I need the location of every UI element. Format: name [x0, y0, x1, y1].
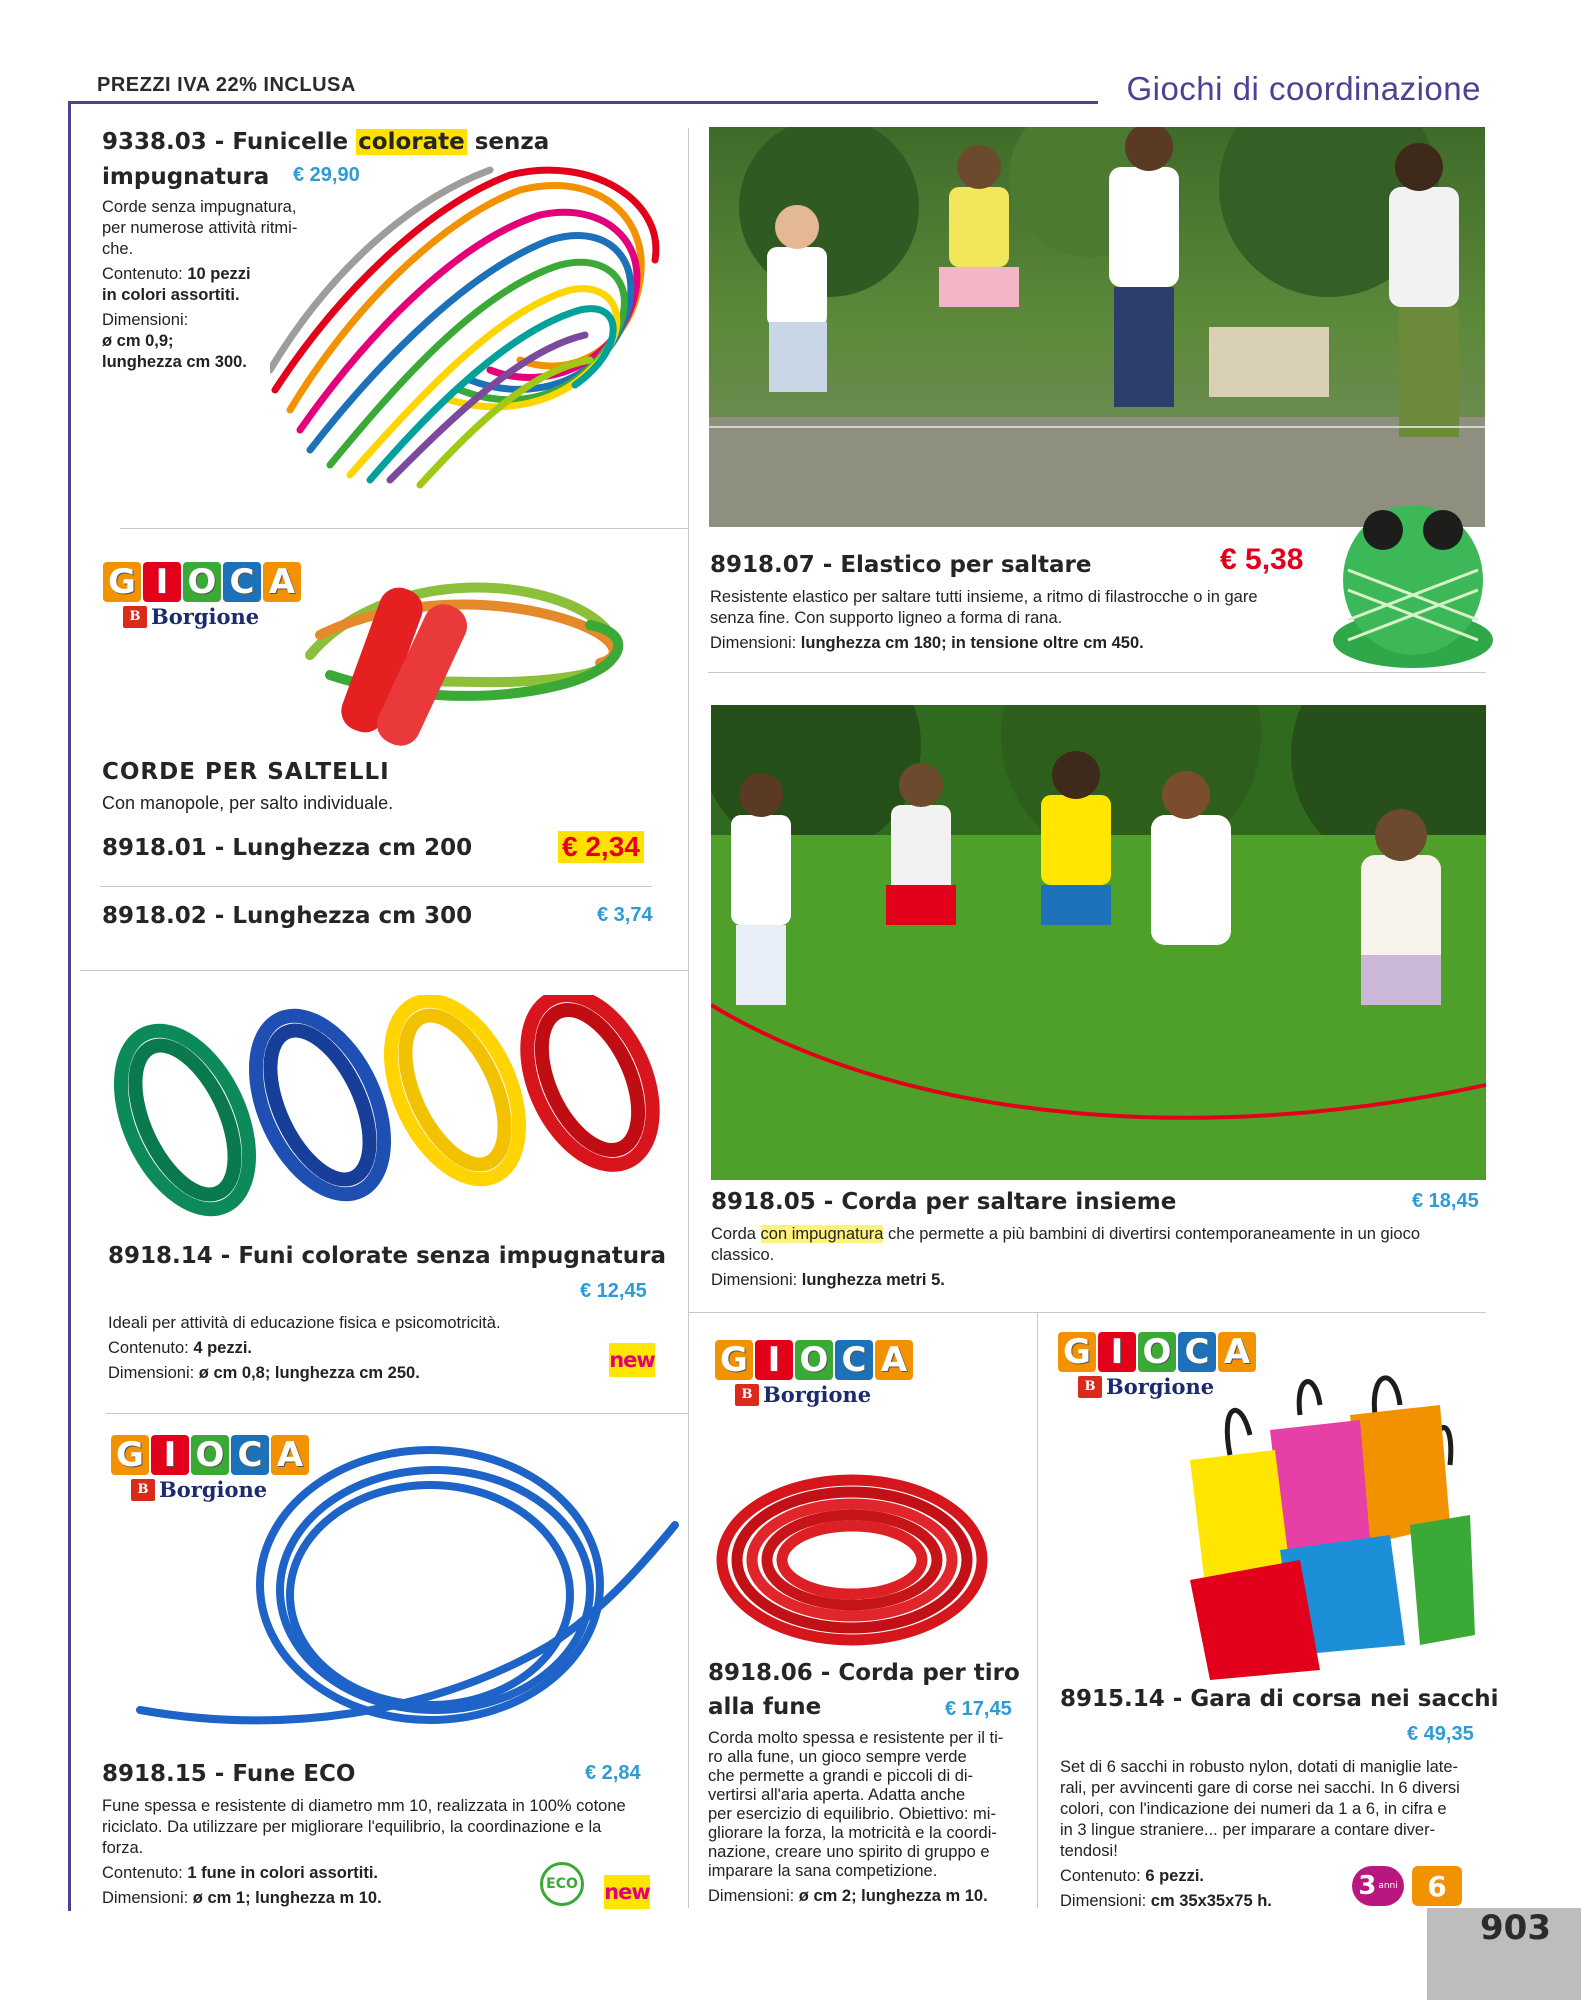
price-891815: € 2,84	[585, 1762, 641, 1784]
product-title-891814: 8918.14 - Funi colorate senza impugnatura	[108, 1243, 666, 1269]
product-title-933803-line2: impugnatura	[102, 164, 270, 190]
product-title-891805: 8918.05 - Corda per saltare insieme	[711, 1189, 1177, 1215]
price-933803: € 29,90	[293, 164, 360, 186]
price-891805: € 18,45	[1412, 1190, 1479, 1212]
sack-race-bags-image	[1150, 1355, 1480, 1685]
column-divider	[688, 128, 689, 1908]
divider	[106, 1413, 688, 1414]
desc-891805: Corda con impugnatura che permette a più bambini di divertirsi contemporaneamente in un gioco classico. Dimensioni: lunghezza metri 5.	[711, 1225, 1421, 1289]
section-title: Giochi di coordinazione	[1126, 70, 1481, 107]
colored-ropes-image	[270, 160, 670, 490]
new-badge: new	[609, 1343, 655, 1377]
corde-title: CORDE PER SALTELLI	[102, 759, 390, 785]
product-title-891806: 8918.06 - Corda per tiro	[708, 1660, 1020, 1686]
divider	[688, 1312, 1486, 1313]
gioca-borgione-logo: G I O C A B Borgione	[715, 1340, 915, 1420]
product-title-891815: 8918.15 - Fune ECO	[102, 1761, 356, 1787]
gioca-borgione-logo: G I O C A B Borgione	[1058, 1332, 1258, 1412]
price-891807: € 5,38	[1220, 543, 1304, 576]
divider	[80, 970, 688, 971]
price-891514: € 49,35	[1407, 1723, 1474, 1745]
price-891801: € 2,34	[558, 831, 644, 863]
frog-support-image	[1328, 490, 1498, 680]
four-colored-ropes-image	[100, 995, 670, 1235]
red-tug-rope-image	[712, 1460, 992, 1660]
jump-rope-handles-image	[300, 555, 660, 755]
elastic-jump-photo	[709, 127, 1485, 527]
product-title-891514: 8915.14 - Gara di corsa nei sacchi	[1060, 1686, 1499, 1712]
variant-891801: 8918.01 - Lunghezza cm 200	[102, 835, 473, 861]
desc-891807: Resistente elastico per saltare tutti insieme, a ritmo di filastrocche o in gare senza fine. Con supporto ligneo a forma di rana. Dimensioni: lunghezza cm 180; in tensione oltre cm 450.	[710, 588, 1258, 652]
desc-933803: Corde senza impugnatura, per numerose attività ritmi- che. Contenuto: 10 pezzi in colori assortiti. Dimensioni: ø cm 0,9; lunghezza cm 300.	[102, 198, 298, 371]
desc-891814: Ideali per attività di educazione fisica e psicomotricità. Contenuto: 4 pezzi. Dimensioni: ø cm 0,8; lunghezza cm 250.	[108, 1314, 501, 1382]
variant-891802: 8918.02 - Lunghezza cm 300	[102, 903, 473, 929]
price-891814: € 12,45	[580, 1280, 647, 1302]
left-margin-rule	[68, 101, 71, 1911]
product-title-933803: 9338.03 - Funicelle colorate senza	[102, 129, 550, 155]
desc-891815: Fune spessa e resistente di diametro mm 10, realizzata in 100% cotone riciclato. Da utilizzare per migliorare l'equilibrio, la coordinazione e la forza. Contenuto: 1 fune in colori assortiti. Dimensioni: ø cm 1; lunghezza m 10.	[102, 1797, 626, 1907]
header-rule	[70, 101, 1098, 104]
price-891806: € 17,45	[945, 1698, 1012, 1720]
blue-eco-rope-image	[130, 1445, 680, 1745]
divider	[120, 528, 688, 529]
corde-desc: Con manopole, per salto individuale.	[102, 793, 394, 813]
divider	[100, 886, 652, 887]
age-3-badge: 3 anni	[1352, 1866, 1404, 1906]
vat-note: PREZZI IVA 22% INCLUSA	[97, 74, 356, 96]
desc-891806: Corda molto spessa e resistente per il ti- ro alla fune, un gioco sempre verde che permette a grandi e piccoli di di- vertirsi all'aria aperta. Adatta anche per esercizio di equilibrio. Obiettivo: mi- gliorare la forza, la motricità e la coordi- nazione, creare uno spirito di gruppo e imparare la sana competizione. Dimensioni: ø cm 2; lunghezza m 10.	[708, 1729, 1004, 1905]
product-title-891806-line2: alla fune	[708, 1694, 822, 1720]
desc-891514: Set di 6 sacchi in robusto nylon, dotati di maniglie late- rali, per avvincenti gare di corse nei sacchi. In 6 diversi colori, con l'indicazione dei numeri da 1 a 6, in cifra e in 3 lingue straniere... per imparare a contare diver- tendosi! Contenuto: 6 pezzi. Dimensioni: cm 35x35x75 h.	[1060, 1758, 1460, 1910]
gioca-borgione-logo: G I O C A B Borgione	[103, 562, 303, 642]
new-badge: new	[604, 1875, 650, 1909]
product-title-891807: 8918.07 - Elastico per saltare	[710, 552, 1092, 578]
price-891802: € 3,74	[597, 904, 653, 926]
group-jump-photo	[711, 705, 1486, 1180]
eco-badge: ECO	[540, 1862, 584, 1906]
gioca-borgione-logo: G I O C A B Borgione	[111, 1435, 311, 1515]
page-number: 903	[1480, 1908, 1551, 1948]
age-6-badge: 6	[1412, 1866, 1462, 1906]
column-divider-right	[1037, 1312, 1038, 1908]
